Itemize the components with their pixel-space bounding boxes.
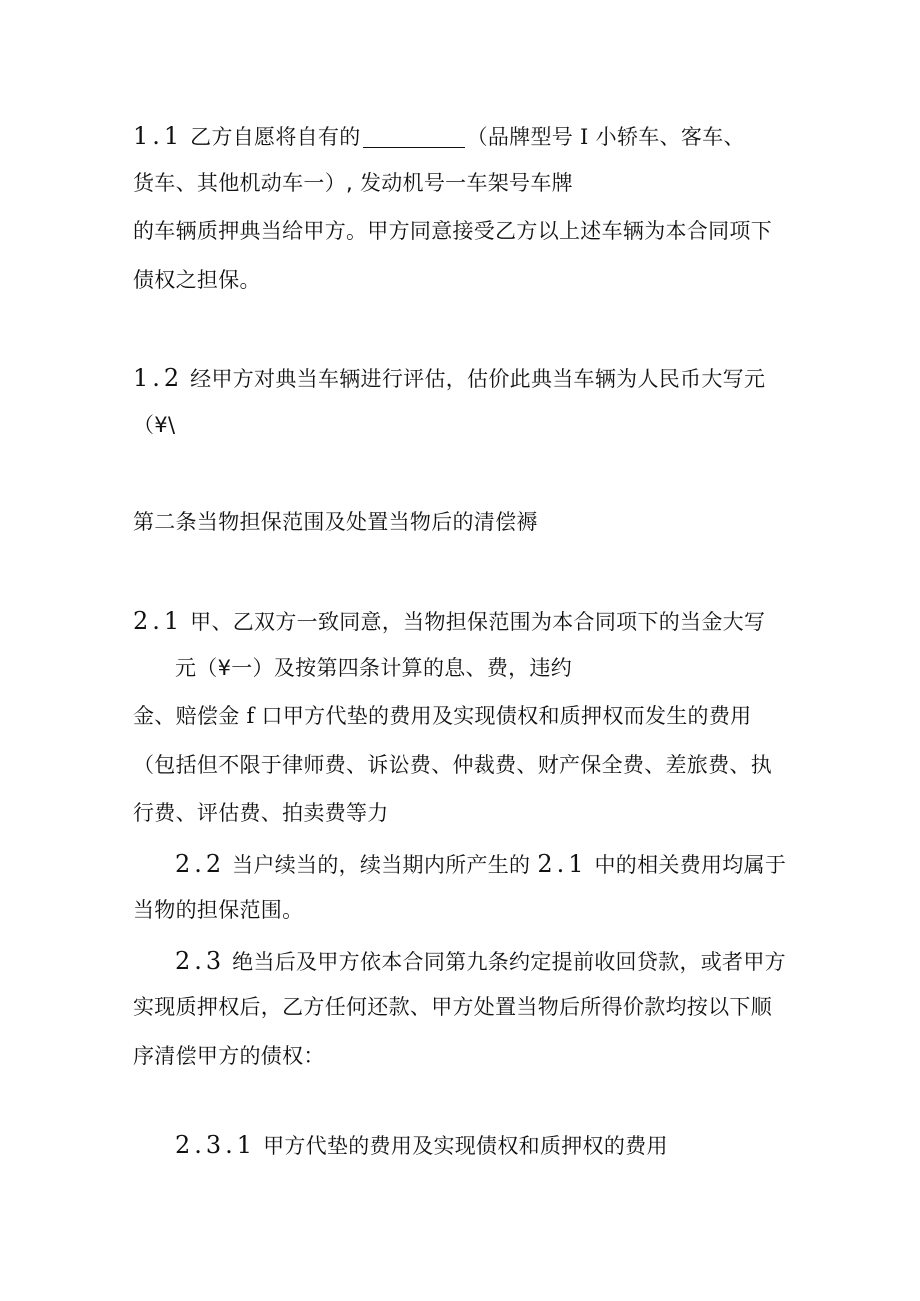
clause-text: 乙方自愿将自有的	[190, 125, 361, 149]
clause-2-3-1-line-1	[175, 1133, 668, 1157]
clause-text: 当户续当的，续当期内所产生的	[232, 853, 531, 877]
clause-text: 中的相关费用均属于	[594, 853, 787, 877]
clause-2-2-line-2: 当物的担保范围。	[133, 898, 304, 922]
clause-1-2-line-2: （¥\	[133, 413, 176, 437]
clause-2-2-line-1	[175, 852, 786, 876]
clause-2-1-line-5: 行费、评估费、拍卖费等力	[133, 801, 389, 825]
clause-1-1-line-1	[133, 124, 745, 148]
clause-text: 甲、乙双方一致同意，当物担保范围为本合同项下的当金大写	[190, 610, 766, 634]
clause-2-1-line-3	[133, 706, 751, 727]
clause-1-1-line-2: 货车、其他机动车一）, 发动机号一车架号车牌	[133, 171, 573, 195]
clause-number: 1.2	[133, 364, 184, 392]
clause-2-3-line-2: 实现质押权后，乙方任何还款、甲方处置当物后所得价款均按以下顺	[133, 995, 772, 1019]
clause-number: 2.3	[175, 947, 226, 975]
clause-text: f	[246, 704, 255, 728]
clause-text: 小轿车、客车、	[595, 125, 745, 149]
clause-text: I	[580, 125, 589, 149]
clause-2-3-line-3: 序清偿甲方的债权：	[133, 1044, 325, 1068]
clause-reference: 2.1	[537, 850, 588, 878]
clause-number: 2.1	[133, 607, 184, 635]
clause-text: （品牌型号	[466, 125, 574, 149]
clause-number: 1.1	[133, 122, 184, 150]
clause-text: 甲方代垫的费用及实现债权和质押权的费用	[263, 1134, 668, 1158]
clause-text: 金、赔偿金	[133, 704, 240, 728]
blank-field-vehicle	[363, 129, 465, 148]
clause-number: 2.3.1	[175, 1131, 257, 1159]
clause-2-1-line-2: 元（¥一）及按第四条计算的息、费，违约	[175, 656, 573, 680]
clause-2-3-line-1	[175, 949, 786, 973]
clause-number: 2.2	[175, 850, 226, 878]
clause-text: 口甲方代垫的费用及实现债权和质押权而发生的费用	[261, 704, 752, 728]
clause-1-2-line-1	[133, 366, 765, 390]
clause-2-1-line-1	[133, 609, 765, 633]
clause-text: 绝当后及甲方依本合同第九条约定提前收回贷款，或者甲方	[232, 950, 786, 974]
clause-1-1-line-4: 债权之担保。	[133, 268, 261, 292]
clause-1-1-line-3: 的车辆质押典当给甲方。甲方同意接受乙方以上述车辆为本合同项下	[133, 219, 772, 243]
clause-2-1-line-4: （包括但不限于律师费、诉讼费、仲裁费、财产保全费、差旅费、执	[133, 753, 772, 777]
clause-text: 经甲方对典当车辆进行评估，估价此典当车辆为人民币大写元	[190, 367, 766, 391]
article-2-heading: 第二条当物担保范围及处置当物后的清偿褥	[133, 510, 538, 534]
